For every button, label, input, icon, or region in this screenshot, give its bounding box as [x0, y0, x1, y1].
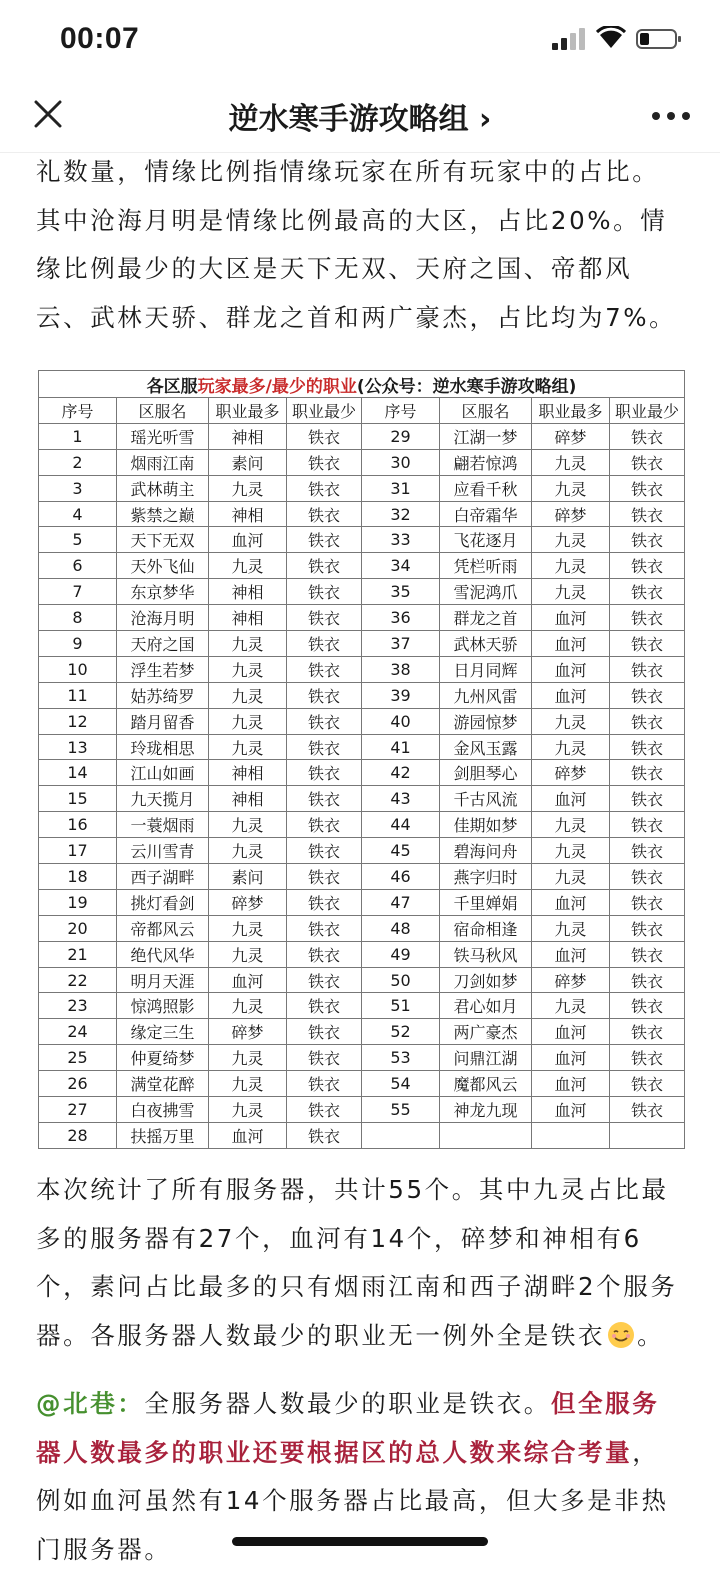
table-cell: 浮生若梦	[117, 656, 209, 682]
table-cell: 宿命相逢	[440, 915, 532, 941]
article-paragraph-2: 本次统计了所有服务器，共计55个。其中九灵占比最多的服务器有27个，血河有14个，碎梦和神相有6个，素问占比最多的只有烟雨江南和西子湖畔2个服务器。各服务器人数最少的职业无一例外全是铁衣 。	[36, 1175, 678, 1350]
table-cell: 铁衣	[610, 449, 685, 475]
table-cell: 天府之国	[117, 631, 209, 657]
table-cell: 铁衣	[287, 734, 362, 760]
table-cell: 血河	[532, 605, 610, 631]
table-cell: 日月同辉	[440, 656, 532, 682]
status-bar	[0, 0, 720, 80]
table-cell: 应看千秋	[440, 475, 532, 501]
table-cell: 铁衣	[287, 1071, 362, 1097]
account-title[interactable]: 逆水寒手游攻略组 ›	[228, 102, 492, 137]
table-row	[39, 915, 685, 941]
table-cell: 碎梦	[532, 760, 610, 786]
table-cell: 九灵	[209, 915, 287, 941]
table-header-cell: 职业最少	[610, 398, 685, 424]
table-row	[39, 656, 685, 682]
table-cell: 血河	[532, 1019, 610, 1045]
table-cell: 凭栏听雨	[440, 553, 532, 579]
table-cell: 瑶光听雪	[117, 423, 209, 449]
table-cell: 26	[39, 1071, 117, 1097]
table-header-row	[39, 398, 685, 424]
table-cell: 21	[39, 941, 117, 967]
status-time: 00:07	[60, 22, 140, 55]
table-cell: 铁衣	[610, 1097, 685, 1123]
table-cell: 43	[362, 786, 440, 812]
table-cell: 铁衣	[610, 579, 685, 605]
table-header-cell: 序号	[362, 398, 440, 424]
table-cell: 铁衣	[287, 475, 362, 501]
table-row	[39, 631, 685, 657]
table-cell: 铁衣	[610, 1071, 685, 1097]
table-cell: 铁衣	[287, 579, 362, 605]
table-cell: 仲夏绮梦	[117, 1045, 209, 1071]
table-header-cell: 区服名	[440, 398, 532, 424]
table-cell: 33	[362, 527, 440, 553]
table-cell: 九灵	[209, 1097, 287, 1123]
table-cell: 群龙之首	[440, 605, 532, 631]
table-cell: 铁衣	[287, 915, 362, 941]
table-cell: 40	[362, 708, 440, 734]
table-cell: 铁衣	[287, 1019, 362, 1045]
table-cell: 8	[39, 605, 117, 631]
table-cell: 34	[362, 553, 440, 579]
table-cell: 42	[362, 760, 440, 786]
table-cell: 50	[362, 967, 440, 993]
table-header-cell: 职业最少	[287, 398, 362, 424]
table-cell: 千里婵娟	[440, 889, 532, 915]
table-cell: 踏月留香	[117, 708, 209, 734]
table-cell: 天下无双	[117, 527, 209, 553]
table-cell: 51	[362, 993, 440, 1019]
table-cell: 44	[362, 812, 440, 838]
table-cell: 天外飞仙	[117, 553, 209, 579]
table-cell: 铁衣	[287, 553, 362, 579]
table-cell: 九灵	[532, 527, 610, 553]
table-cell: 血河	[532, 1071, 610, 1097]
table-cell: 铁衣	[287, 449, 362, 475]
table-cell: 4	[39, 501, 117, 527]
table-cell: 沧海月明	[117, 605, 209, 631]
table-cell: 铁衣	[610, 475, 685, 501]
table-cell: 神龙九现	[440, 1097, 532, 1123]
table-cell: 铁衣	[287, 889, 362, 915]
table-cell: 烟雨江南	[117, 449, 209, 475]
profession-table-image	[38, 370, 684, 1149]
table-cell: 君心如月	[440, 993, 532, 1019]
table-cell: 48	[362, 915, 440, 941]
table-cell: 41	[362, 734, 440, 760]
table-cell: 素问	[209, 864, 287, 890]
table-row	[39, 967, 685, 993]
table-cell: 九灵	[209, 838, 287, 864]
table-cell: 30	[362, 449, 440, 475]
table-cell: 血河	[209, 1122, 287, 1148]
table-cell: 碎梦	[209, 1019, 287, 1045]
table-cell: 铁衣	[610, 838, 685, 864]
table-cell: 铁衣	[287, 1122, 362, 1148]
table-cell: 铁衣	[287, 838, 362, 864]
table-cell: 问鼎江湖	[440, 1045, 532, 1071]
table-cell: 云川雪青	[117, 838, 209, 864]
table-cell: 江山如画	[117, 760, 209, 786]
table-caption-row	[39, 371, 685, 398]
table-cell: 铁衣	[287, 527, 362, 553]
table-row	[39, 734, 685, 760]
table-row	[39, 1122, 685, 1148]
table-cell: 7	[39, 579, 117, 605]
table-cell: 铁衣	[610, 864, 685, 890]
table-cell: 11	[39, 682, 117, 708]
table-row	[39, 941, 685, 967]
table-cell: 九灵	[209, 631, 287, 657]
table-cell: 铁衣	[610, 708, 685, 734]
table-header-cell: 职业最多	[532, 398, 610, 424]
table-cell: 27	[39, 1097, 117, 1123]
table-cell: 46	[362, 864, 440, 890]
table-cell: 37	[362, 631, 440, 657]
table-cell: 铁衣	[610, 734, 685, 760]
table-cell: 游园惊梦	[440, 708, 532, 734]
table-row	[39, 475, 685, 501]
table-header-cell: 序号	[39, 398, 117, 424]
table-cell: 铁衣	[610, 1045, 685, 1071]
table-cell: 54	[362, 1071, 440, 1097]
table-cell: 9	[39, 631, 117, 657]
table-cell: 九灵	[209, 1071, 287, 1097]
table-cell: 铁衣	[610, 605, 685, 631]
smile-emoji-icon	[605, 1320, 637, 1350]
table-cell: 九灵	[209, 734, 287, 760]
table-cell: 10	[39, 656, 117, 682]
table-cell: 6	[39, 553, 117, 579]
table-cell: 铁衣	[610, 812, 685, 838]
table-cell: 刀剑如梦	[440, 967, 532, 993]
table-cell: 20	[39, 915, 117, 941]
table-cell: 5	[39, 527, 117, 553]
table-cell: 九灵	[209, 656, 287, 682]
table-row	[39, 864, 685, 890]
table-cell: 45	[362, 838, 440, 864]
table-cell: 九灵	[209, 553, 287, 579]
table-row	[39, 889, 685, 915]
table-cell: 九灵	[532, 475, 610, 501]
table-cell: 25	[39, 1045, 117, 1071]
table-row	[39, 708, 685, 734]
table-cell: 血河	[532, 631, 610, 657]
table-cell: 帝都风云	[117, 915, 209, 941]
table-cell: 九灵	[209, 682, 287, 708]
table-row	[39, 553, 685, 579]
table-cell: 血河	[532, 1045, 610, 1071]
highlighted-text: 但全服务器人数最多的职业还要根据区的总人数来综合考量	[36, 1389, 660, 1467]
table-row	[39, 838, 685, 864]
table-cell: 绝代风华	[117, 941, 209, 967]
table-row	[39, 1097, 685, 1123]
table-cell: 剑胆琴心	[440, 760, 532, 786]
table-cell: 东京梦华	[117, 579, 209, 605]
table-cell: 铁衣	[287, 631, 362, 657]
table-cell: 铁衣	[610, 631, 685, 657]
table-cell: 16	[39, 812, 117, 838]
table-cell: 素问	[209, 449, 287, 475]
table-cell: 47	[362, 889, 440, 915]
table-cell: 15	[39, 786, 117, 812]
table-cell: 碎梦	[532, 501, 610, 527]
table-cell: 血河	[532, 889, 610, 915]
table-cell: 佳期如梦	[440, 812, 532, 838]
table-cell: 姑苏绮罗	[117, 682, 209, 708]
table-row	[39, 449, 685, 475]
table-cell: 雪泥鸿爪	[440, 579, 532, 605]
table-cell: 满堂花醉	[117, 1071, 209, 1097]
table-cell: 九天揽月	[117, 786, 209, 812]
table-row	[39, 812, 685, 838]
table-cell: 铁衣	[610, 915, 685, 941]
table-cell: 西子湖畔	[117, 864, 209, 890]
table-cell: 燕字归时	[440, 864, 532, 890]
table-cell: 紫禁之巅	[117, 501, 209, 527]
table-cell: 38	[362, 656, 440, 682]
table-cell: 53	[362, 1045, 440, 1071]
table-cell: 九灵	[532, 553, 610, 579]
signal-icon	[552, 28, 588, 50]
table-cell: 29	[362, 423, 440, 449]
table-cell: 铁衣	[610, 656, 685, 682]
table-cell: 神相	[209, 501, 287, 527]
table-cell: 铁衣	[287, 967, 362, 993]
table-cell: 明月天涯	[117, 967, 209, 993]
table-cell: 铁衣	[610, 423, 685, 449]
table-cell: 血河	[532, 682, 610, 708]
table-cell: 九州风雷	[440, 682, 532, 708]
battery-icon	[636, 29, 682, 49]
table-cell	[610, 1122, 685, 1148]
table-cell: 铁衣	[610, 889, 685, 915]
table-cell: 铁衣	[287, 941, 362, 967]
table-cell: 九灵	[209, 1045, 287, 1071]
table-cell: 血河	[209, 527, 287, 553]
table-cell: 武林萌主	[117, 475, 209, 501]
table-cell: 铁衣	[287, 682, 362, 708]
table-cell: 玲珑相思	[117, 734, 209, 760]
table-cell: 铁衣	[610, 1019, 685, 1045]
table-cell: 55	[362, 1097, 440, 1123]
table-cell: 九灵	[209, 708, 287, 734]
table-cell: 神相	[209, 786, 287, 812]
table-cell: 铁衣	[610, 967, 685, 993]
nav-bar	[0, 80, 720, 153]
table-cell: 一蓑烟雨	[117, 812, 209, 838]
table-cell: 39	[362, 682, 440, 708]
table-cell: 血河	[532, 656, 610, 682]
table-cell: 铁衣	[610, 786, 685, 812]
table-cell: 铁衣	[287, 1097, 362, 1123]
wifi-icon	[596, 26, 626, 50]
table-cell: 缘定三生	[117, 1019, 209, 1045]
table-cell: 49	[362, 941, 440, 967]
mention-link[interactable]: @北巷：	[36, 1389, 145, 1418]
table-cell: 1	[39, 423, 117, 449]
table-cell: 铁衣	[287, 786, 362, 812]
table-cell: 铁衣	[287, 605, 362, 631]
table-cell: 翩若惊鸿	[440, 449, 532, 475]
table-cell: 白夜拂雪	[117, 1097, 209, 1123]
article-paragraph-1: 礼数量，情缘比例指情缘玩家在所有玩家中的占比。其中沧海月明是情缘比例最高的大区，占比20%。情缘比例最少的大区是天下无双、天府之国、帝都风云、武林天骄、群龙之首和两广豪杰，占比均为7%。	[36, 157, 677, 332]
table-cell: 铁衣	[610, 553, 685, 579]
table-cell: 铁衣	[287, 423, 362, 449]
table-cell: 九灵	[532, 449, 610, 475]
table-cell: 碎梦	[532, 967, 610, 993]
table-cell: 18	[39, 864, 117, 890]
table-cell: 22	[39, 967, 117, 993]
table-cell	[362, 1122, 440, 1148]
table-cell: 铁衣	[287, 760, 362, 786]
table-header-cell: 区服名	[117, 398, 209, 424]
table-cell: 24	[39, 1019, 117, 1045]
table-cell: 碧海问舟	[440, 838, 532, 864]
table-cell: 神相	[209, 605, 287, 631]
table-row	[39, 1045, 685, 1071]
table-cell: 九灵	[532, 838, 610, 864]
table-cell: 飞花逐月	[440, 527, 532, 553]
table-cell: 九灵	[532, 579, 610, 605]
table-cell: 扶摇万里	[117, 1122, 209, 1148]
table-cell: 九灵	[532, 734, 610, 760]
table-row	[39, 1019, 685, 1045]
table-cell: 铁衣	[610, 941, 685, 967]
table-cell: 九灵	[209, 941, 287, 967]
table-cell: 35	[362, 579, 440, 605]
table-cell: 铁衣	[610, 993, 685, 1019]
table-cell: 铁衣	[610, 760, 685, 786]
table-cell: 52	[362, 1019, 440, 1045]
table-cell: 九灵	[532, 993, 610, 1019]
article-paragraph-3: @北巷：全服务器人数最少的职业是铁衣。但全服务器人数最多的职业还要根据区的总人数来综合考量，例如血河虽然有14个服务器占比最高，但大多是非热门服务器。	[36, 1389, 669, 1564]
table-row	[39, 1071, 685, 1097]
table-cell: 铁衣	[287, 812, 362, 838]
table-cell: 千古风流	[440, 786, 532, 812]
table-cell: 惊鸿照影	[117, 993, 209, 1019]
table-cell: 碎梦	[532, 423, 610, 449]
table-cell: 神相	[209, 423, 287, 449]
table-cell: 江湖一梦	[440, 423, 532, 449]
table-cell: 32	[362, 501, 440, 527]
table-row	[39, 501, 685, 527]
table-cell: 神相	[209, 579, 287, 605]
table-cell: 九灵	[532, 915, 610, 941]
table-row	[39, 786, 685, 812]
table-cell: 血河	[532, 941, 610, 967]
table-cell	[532, 1122, 610, 1148]
table-cell: 魔都风云	[440, 1071, 532, 1097]
table-cell: 九灵	[209, 812, 287, 838]
table-cell: 铁衣	[287, 708, 362, 734]
table-cell: 17	[39, 838, 117, 864]
table-row	[39, 760, 685, 786]
table-cell: 19	[39, 889, 117, 915]
table-cell: 碎梦	[209, 889, 287, 915]
table-cell: 铁衣	[287, 864, 362, 890]
table-cell: 铁衣	[610, 682, 685, 708]
table-cell: 九灵	[532, 812, 610, 838]
table-cell: 九灵	[209, 993, 287, 1019]
table-cell: 14	[39, 760, 117, 786]
table-cell: 铁衣	[287, 501, 362, 527]
table-cell: 31	[362, 475, 440, 501]
table-cell: 九灵	[209, 475, 287, 501]
table-cell: 挑灯看剑	[117, 889, 209, 915]
table-cell: 血河	[209, 967, 287, 993]
table-cell: 九灵	[532, 708, 610, 734]
table-row	[39, 993, 685, 1019]
table-cell: 九灵	[532, 864, 610, 890]
table-cell: 金风玉露	[440, 734, 532, 760]
table-cell: 血河	[532, 1097, 610, 1123]
table-cell: 3	[39, 475, 117, 501]
table-cell: 神相	[209, 760, 287, 786]
table-cell: 铁衣	[287, 1045, 362, 1071]
table-cell: 13	[39, 734, 117, 760]
table-row	[39, 527, 685, 553]
table-cell: 铁衣	[610, 527, 685, 553]
table-caption: 各区服玩家最多/最少的职业(公众号：逆水寒手游攻略组)	[39, 371, 685, 398]
table-row	[39, 605, 685, 631]
table-cell: 两广豪杰	[440, 1019, 532, 1045]
table-row	[39, 579, 685, 605]
home-indicator[interactable]	[232, 1537, 488, 1546]
table-cell: 武林天骄	[440, 631, 532, 657]
table-cell: 23	[39, 993, 117, 1019]
table-cell: 铁马秋风	[440, 941, 532, 967]
table-cell	[440, 1122, 532, 1148]
table-cell: 铁衣	[287, 656, 362, 682]
table-row	[39, 423, 685, 449]
table-cell: 36	[362, 605, 440, 631]
profession-table	[38, 370, 685, 1149]
table-cell: 2	[39, 449, 117, 475]
table-cell: 12	[39, 708, 117, 734]
table-cell: 铁衣	[287, 993, 362, 1019]
table-cell: 铁衣	[610, 501, 685, 527]
table-row	[39, 682, 685, 708]
table-cell: 白帝霜华	[440, 501, 532, 527]
more-icon[interactable]	[650, 104, 692, 128]
table-header-cell: 职业最多	[209, 398, 287, 424]
table-cell: 28	[39, 1122, 117, 1148]
table-cell: 血河	[532, 786, 610, 812]
